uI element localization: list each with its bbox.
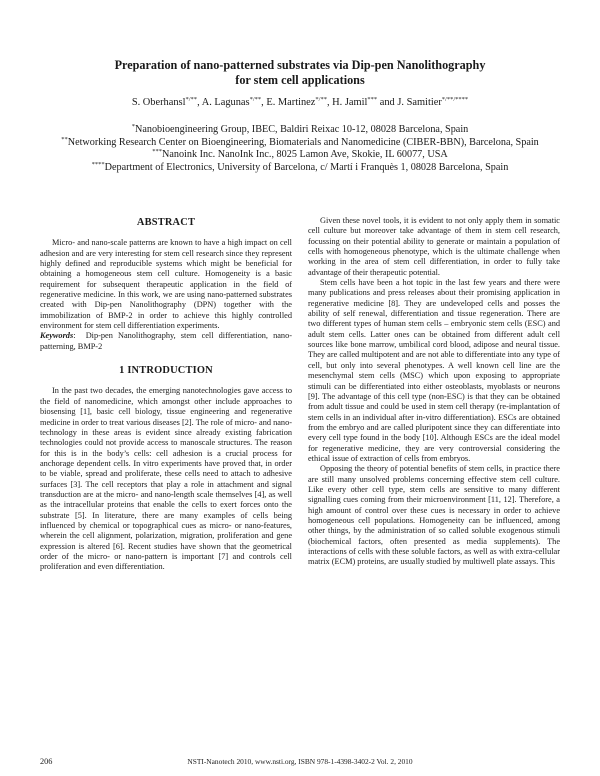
body-paragraph: Given these novel tools, it is evident to not only apply them in somatic cell culture but moreover take advantage of them in stem cell research, focussing on their potential ability to generate or maintain a population of cells with homogeneous phenotype, which is the ultimate challenge when working in the area of stem cell differentiation, in order to fully take advantage of their therapeutic potential. xyxy=(308,216,560,277)
affiliation-list xyxy=(30,124,570,174)
affiliation: ***Nanoink Inc. NanoInk Inc., 8025 Lamon Ave, Skokie, IL 60077, USA xyxy=(152,148,448,161)
title-line-1: Preparation of nano-patterned substrates via Dip-pen Nanolithography xyxy=(114,58,486,72)
abstract-heading: ABSTRACT xyxy=(136,217,196,228)
author: S. Oberhansl*/** xyxy=(131,96,198,108)
author-list: S. Oberhansl*/**, A. Lagunas*/**, E. Martinez*/**, H. Jamil*** and J. Samitier*/**/**** xyxy=(131,96,469,108)
body-paragraph: Opposing the theory of potential benefits of stem cells, in practice there are still many unsolved problems concerning effective stem cell culture. Like every other cell type, stem cells are sensitive to many different signalling cues coming from their microenvironment [11, 12]. Therefore, a high amount of control over these cues is necessary in order to achieve homogeneous cell populations. Homogeneity can be influenced, among other things, by the administration of so called soluble exogenous stimuli (biochemical factors, often presented as media supplements). The interactions of cells with these soluble factors, as well as with extra-cellular matrix (ECM) proteins, are usually studied by multiwell plate assays. This xyxy=(308,464,560,567)
left-column xyxy=(40,216,292,573)
affiliation: ****Department of Electronics, University of Barcelona, c/ Martí i Franquès 1, 08028 Barcelona, Spain xyxy=(91,160,509,173)
title-line-2: for stem cell applications xyxy=(235,73,365,87)
author: A. Lagunas*/** xyxy=(201,96,262,108)
affiliation: **Networking Research Center on Bioengineering, Biomaterials and Nanomedicine (CIBER-BBN), Barcelona, Spain xyxy=(61,135,539,148)
page-number: 206 xyxy=(40,757,53,766)
author: H. Jamil*** xyxy=(332,96,378,108)
author: E. Martinez*/** xyxy=(266,96,327,108)
introduction-text: In the past two decades, the emerging nanotechnologies gave access to the field of nanomedicine, which amongst other include approaches to biosensing [1], basic cell biology, tissue engineering and regenerative medicine in order to treat various diseases [2]. The role of micro- and nano-technology in these areas is evident since already existing fabrication technologies could not provide access to manoscale structures. The reason for this is in the body’s cells: cell adhesion is a crucial process for anchorage dependent cells. In vitro experiments have proved that, in order to be viable, spread and proliferate, these cells need to attach to adhesive surfaces [3]. The cell receptors that play a role in attachment and signal transduction are at the micro- and nano-length scale themselves [4], as well as the intracellular proteins that enable the cells to exert forces onto the substrate [5]. In literature, there are many examples of cells being influenced by chemical or topographical cues as micro- or nano-features, wherein the cell alignment, polarization, migration, proliferation and gene expression is altered [6]. Recent studies have shown that the geometrical order of the micro- or nano-pattern is important [7] and controls cell proliferation and even differentiation. xyxy=(40,386,292,572)
affiliation: *Nanobioengineering Group, IBEC, Baldiri Reixac 10-12, 08028 Barcelona, Spain xyxy=(131,123,469,135)
paper-title xyxy=(40,58,560,88)
body-paragraph: Stem cells have been a hot topic in the last few years and there were many publications and press releases about their promising application in regenerative medicine [8]. They are undeveloped cells and posses the ability of self renewal, differentiation and tissue regeneration. There are two different types of human stem cells – embryonic stem cells (ESC) and adult stem cells. Latter ones can be obtained from different adult cell sources like bone marrow, umbilical cord blood, adipose and neural tissue. They are called multipotent and are not able to differentiate into any type of cell, but only into several phenotypes. A well known cell line are the mesenchymal stem cells (MSC) which upon exposing to appropriate stimuli can be differentiated into either osteoblasts, myoblasts or neurons [9]. The advantage of this cell type (non-ESC) is that they can be obtained from adult tissue and could be used in stem cell therapy (re-implantation of stem cells in an individual after in-vitro differentiation). ESCs are obtained from the embryo and are called pluripotent since they can differentiate into every cell type found in the body [10]. Although ESCs are the ideal model for regenerative medicine, they are very controversial considering the ethical issue of extraction of cells from embryos. xyxy=(308,278,560,463)
footer-citation: NSTI-Nanotech 2010, www.nsti.org, ISBN 978-1-4398-3402-2 Vol. 2, 2010 xyxy=(187,757,413,766)
keywords: Keywords: Dip-pen Nanolithography, stem cell differentiation, nano-patterning, BMP-2 xyxy=(40,331,292,351)
author: J. Samitier*/**/**** xyxy=(397,96,469,108)
keywords-label: Keywords xyxy=(40,331,74,341)
keywords-text: Dip-pen Nanolithography, stem cell differentiation, nano-patterning, BMP-2 xyxy=(40,331,292,351)
abstract-text: Micro- and nano-scale patterns are known to have a high impact on cell adhesion and are very interesting for stem cell research since they represent highly defined and reproducible systems which might be beneficial for obtaining a homogeneous stem cell culture. Homogeneity is a basic requirement for subsequent therapeutic application in the field of regenerative medicine. In this work, we are using nano-patterned substrates created with Dip-pen Nanolithography (DPN) together with the immobilization of BMP-2 in order to achieve this highly controlled environment for stem cell differentiation experiments. xyxy=(40,238,292,331)
right-column xyxy=(308,216,560,568)
introduction-heading: 1 INTRODUCTION xyxy=(119,365,213,377)
